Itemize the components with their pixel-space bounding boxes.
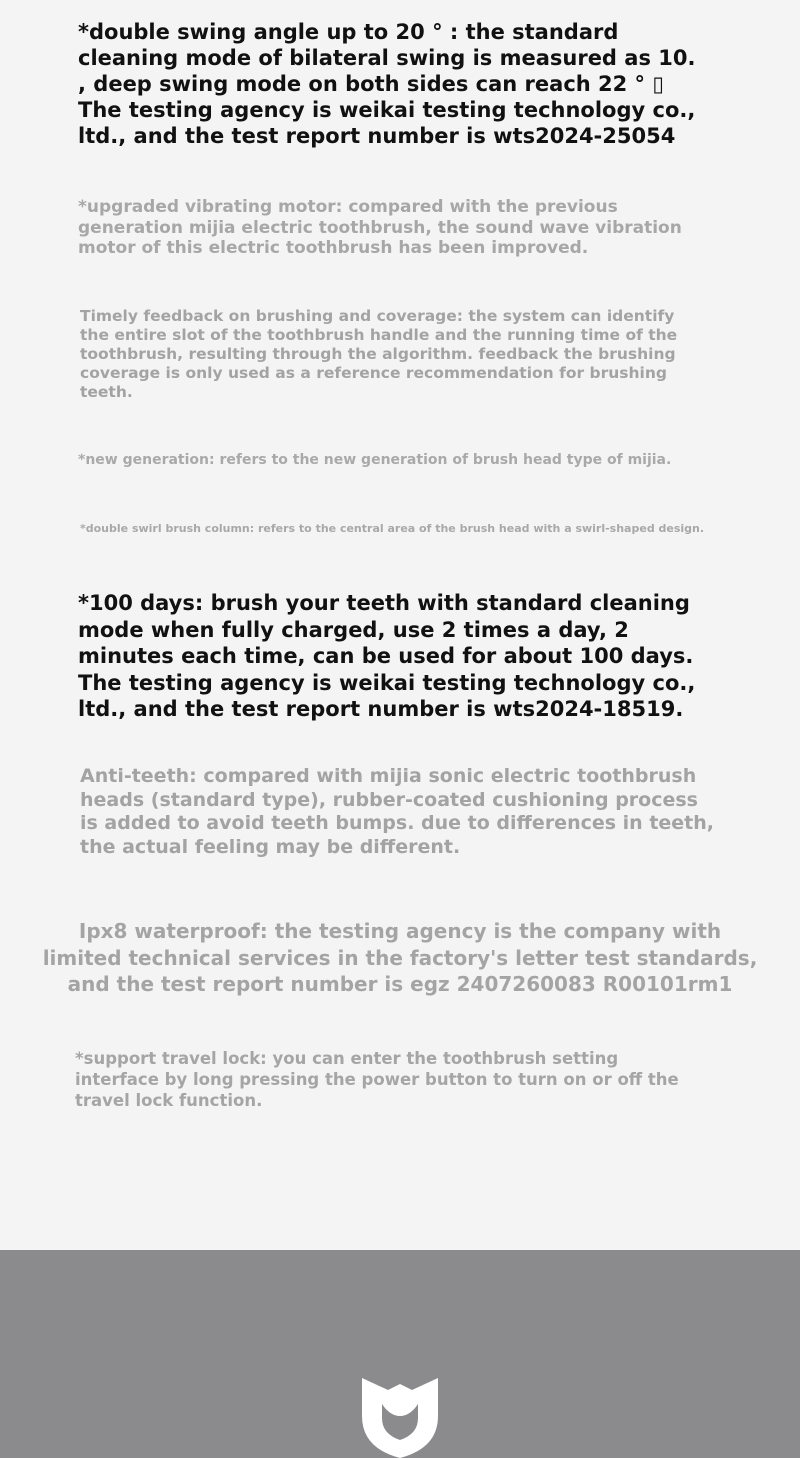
anti-teeth-note: Anti-teeth: compared with mijia sonic electric toothbrush heads (standard type), rubber-coated cushioning process is added to avoid teeth bumps. due to differences in teeth, the actual feeling may be different.	[80, 765, 715, 858]
waterproof-note: Ipx8 waterproof: the testing agency is the company with limited technical services in the factory's letter test standards, and the test report number is egz 2407260083 R00101rm1	[42, 919, 758, 996]
vibrating-motor-note: *upgraded vibrating motor: compared with the previous generation mijia electric toothbrush, the sound wave vibration motor of this electric toothbrush has been improved.	[78, 197, 682, 258]
brushing-feedback-note: Timely feedback on brushing and coverage: the system can identify the entire slot of the toothbrush handle and the running time of the toothbrush, resulting through the algorithm. feedback the brushing coverage is only used as a reference recommendation for brushing teeth.	[80, 307, 678, 401]
travel-lock-note: *support travel lock: you can enter the toothbrush setting interface by long pressing the power button to turn on or off the travel lock function.	[75, 1049, 679, 1110]
brand-footer	[0, 1250, 800, 1458]
mi-logo-icon	[360, 1376, 440, 1458]
new-generation-note: *new generation: refers to the new generation of brush head type of mijia.	[78, 452, 672, 468]
battery-days-note: *100 days: brush your teeth with standard cleaning mode when fully charged, use 2 times a day, 2 minutes each time, can be used for about 100 days. The testing agency is weikai testing technology co., ltd., and the test report number is wts2024-18519.	[78, 591, 696, 721]
swirl-brush-note: *double swirl brush column: refers to the central area of the brush head with a swirl-shaped design.	[80, 522, 705, 535]
swing-angle-note: *double swing angle up to 20 ° : the standard cleaning mode of bilateral swing is measured as 10. , deep swing mode on both sides can reach 22 ° ▯ The testing agency is weikai testing technology co., ltd., and the test report number is wts2024-25054	[78, 20, 696, 148]
